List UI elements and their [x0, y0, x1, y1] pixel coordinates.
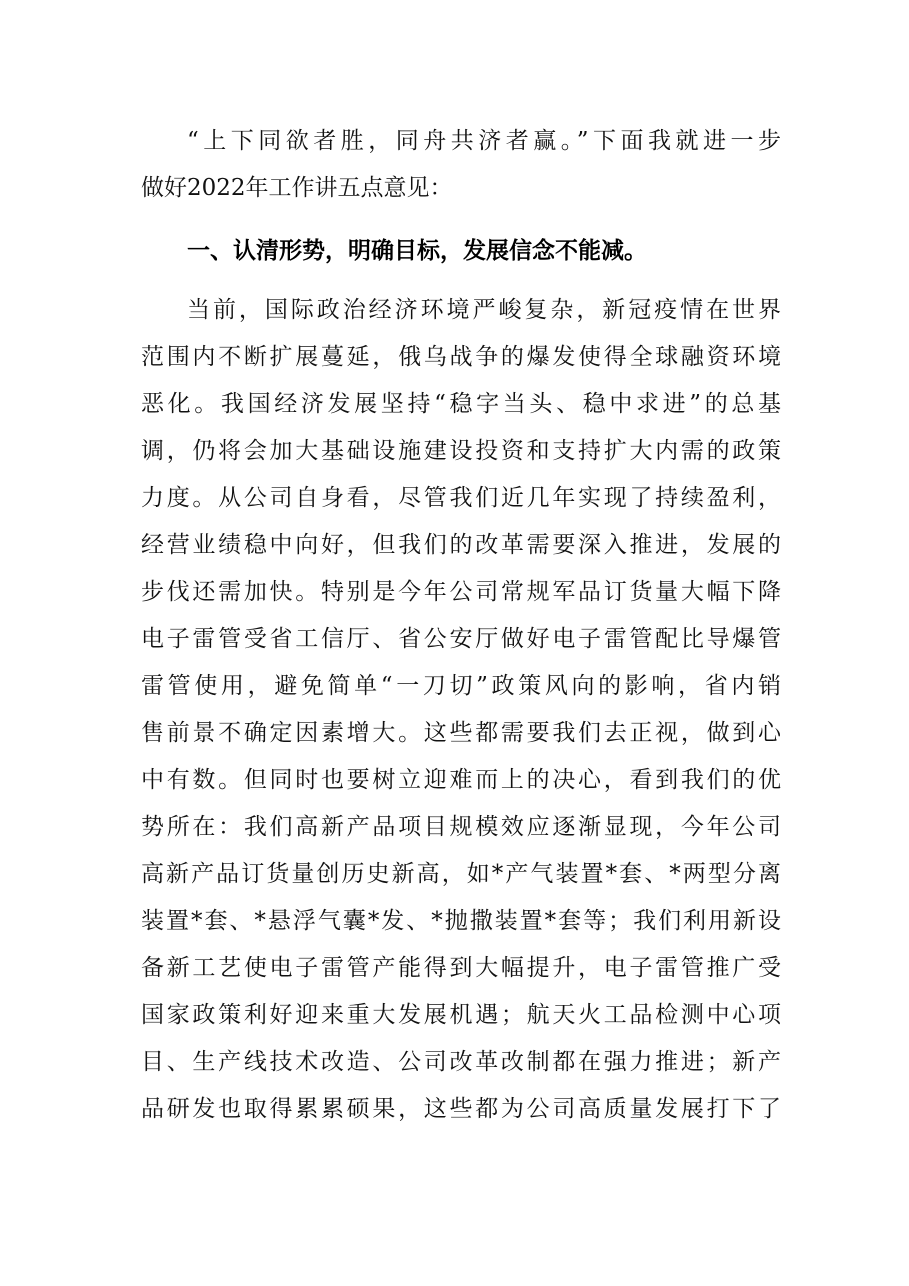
text-line: 做好2022年工作讲五点意见：: [141, 175, 453, 201]
intro-paragraph: [141, 118, 781, 212]
text-line: 备新工艺使电子雷管产能得到大幅提升，电子雷管推广受: [141, 955, 781, 981]
section-heading: 一、认清形势，明确目标，发展信念不能减。: [187, 238, 647, 264]
text-line: 目、生产线技术改造、公司改革改制都在强力推进；新产: [141, 1049, 781, 1075]
text-line: 雷管使用，避免简单“一刀切”政策风向的影响，省内销: [141, 673, 781, 699]
text-line: 步伐还需加快。特别是今年公司常规军品订货量大幅下降: [141, 579, 781, 605]
text-line: 恶化。我国经济发展坚持“稳字当头、稳中求进”的总基: [141, 391, 781, 417]
text-line: 力度。从公司自身看，尽管我们近几年实现了持续盈利，: [141, 485, 781, 511]
text-line: 势所在：我们高新产品项目规模效应逐渐显现，今年公司: [141, 814, 781, 840]
text-line: 国家政策利好迎来重大发展机遇；航天火工品检测中心项: [141, 1002, 781, 1028]
text-line: 高新产品订货量创历史新高，如*产气装置*套、*两型分离: [141, 861, 781, 887]
text-line: 售前景不确定因素增大。这些都需要我们去正视，做到心: [141, 720, 781, 746]
text-line: 经营业绩稳中向好，但我们的改革需要深入推进，发展的: [141, 532, 781, 558]
text-line: 中有数。但同时也要树立迎难而上的决心，看到我们的优: [141, 767, 781, 793]
text-line: 品研发也取得累累硕果，这些都为公司高质量发展打下了: [141, 1096, 781, 1122]
text-line: 调，仍将会加大基础设施建设投资和支持扩大内需的政策: [141, 438, 781, 464]
text-line: 当前，国际政治经济环境严峻复杂，新冠疫情在世界: [187, 297, 781, 323]
text-line: 电子雷管受省工信厅、省公安厅做好电子雷管配比导爆管: [141, 626, 781, 652]
text-line: “上下同欲者胜，同舟共济者赢。”下面我就进一步: [187, 128, 781, 154]
text-line: 装置*套、*悬浮气囊*发、*抛撒装置*套等；我们利用新设: [141, 908, 781, 934]
text-line: 范围内不断扩展蔓延，俄乌战争的爆发使得全球融资环境: [141, 344, 781, 370]
body-paragraph: [141, 287, 781, 1133]
